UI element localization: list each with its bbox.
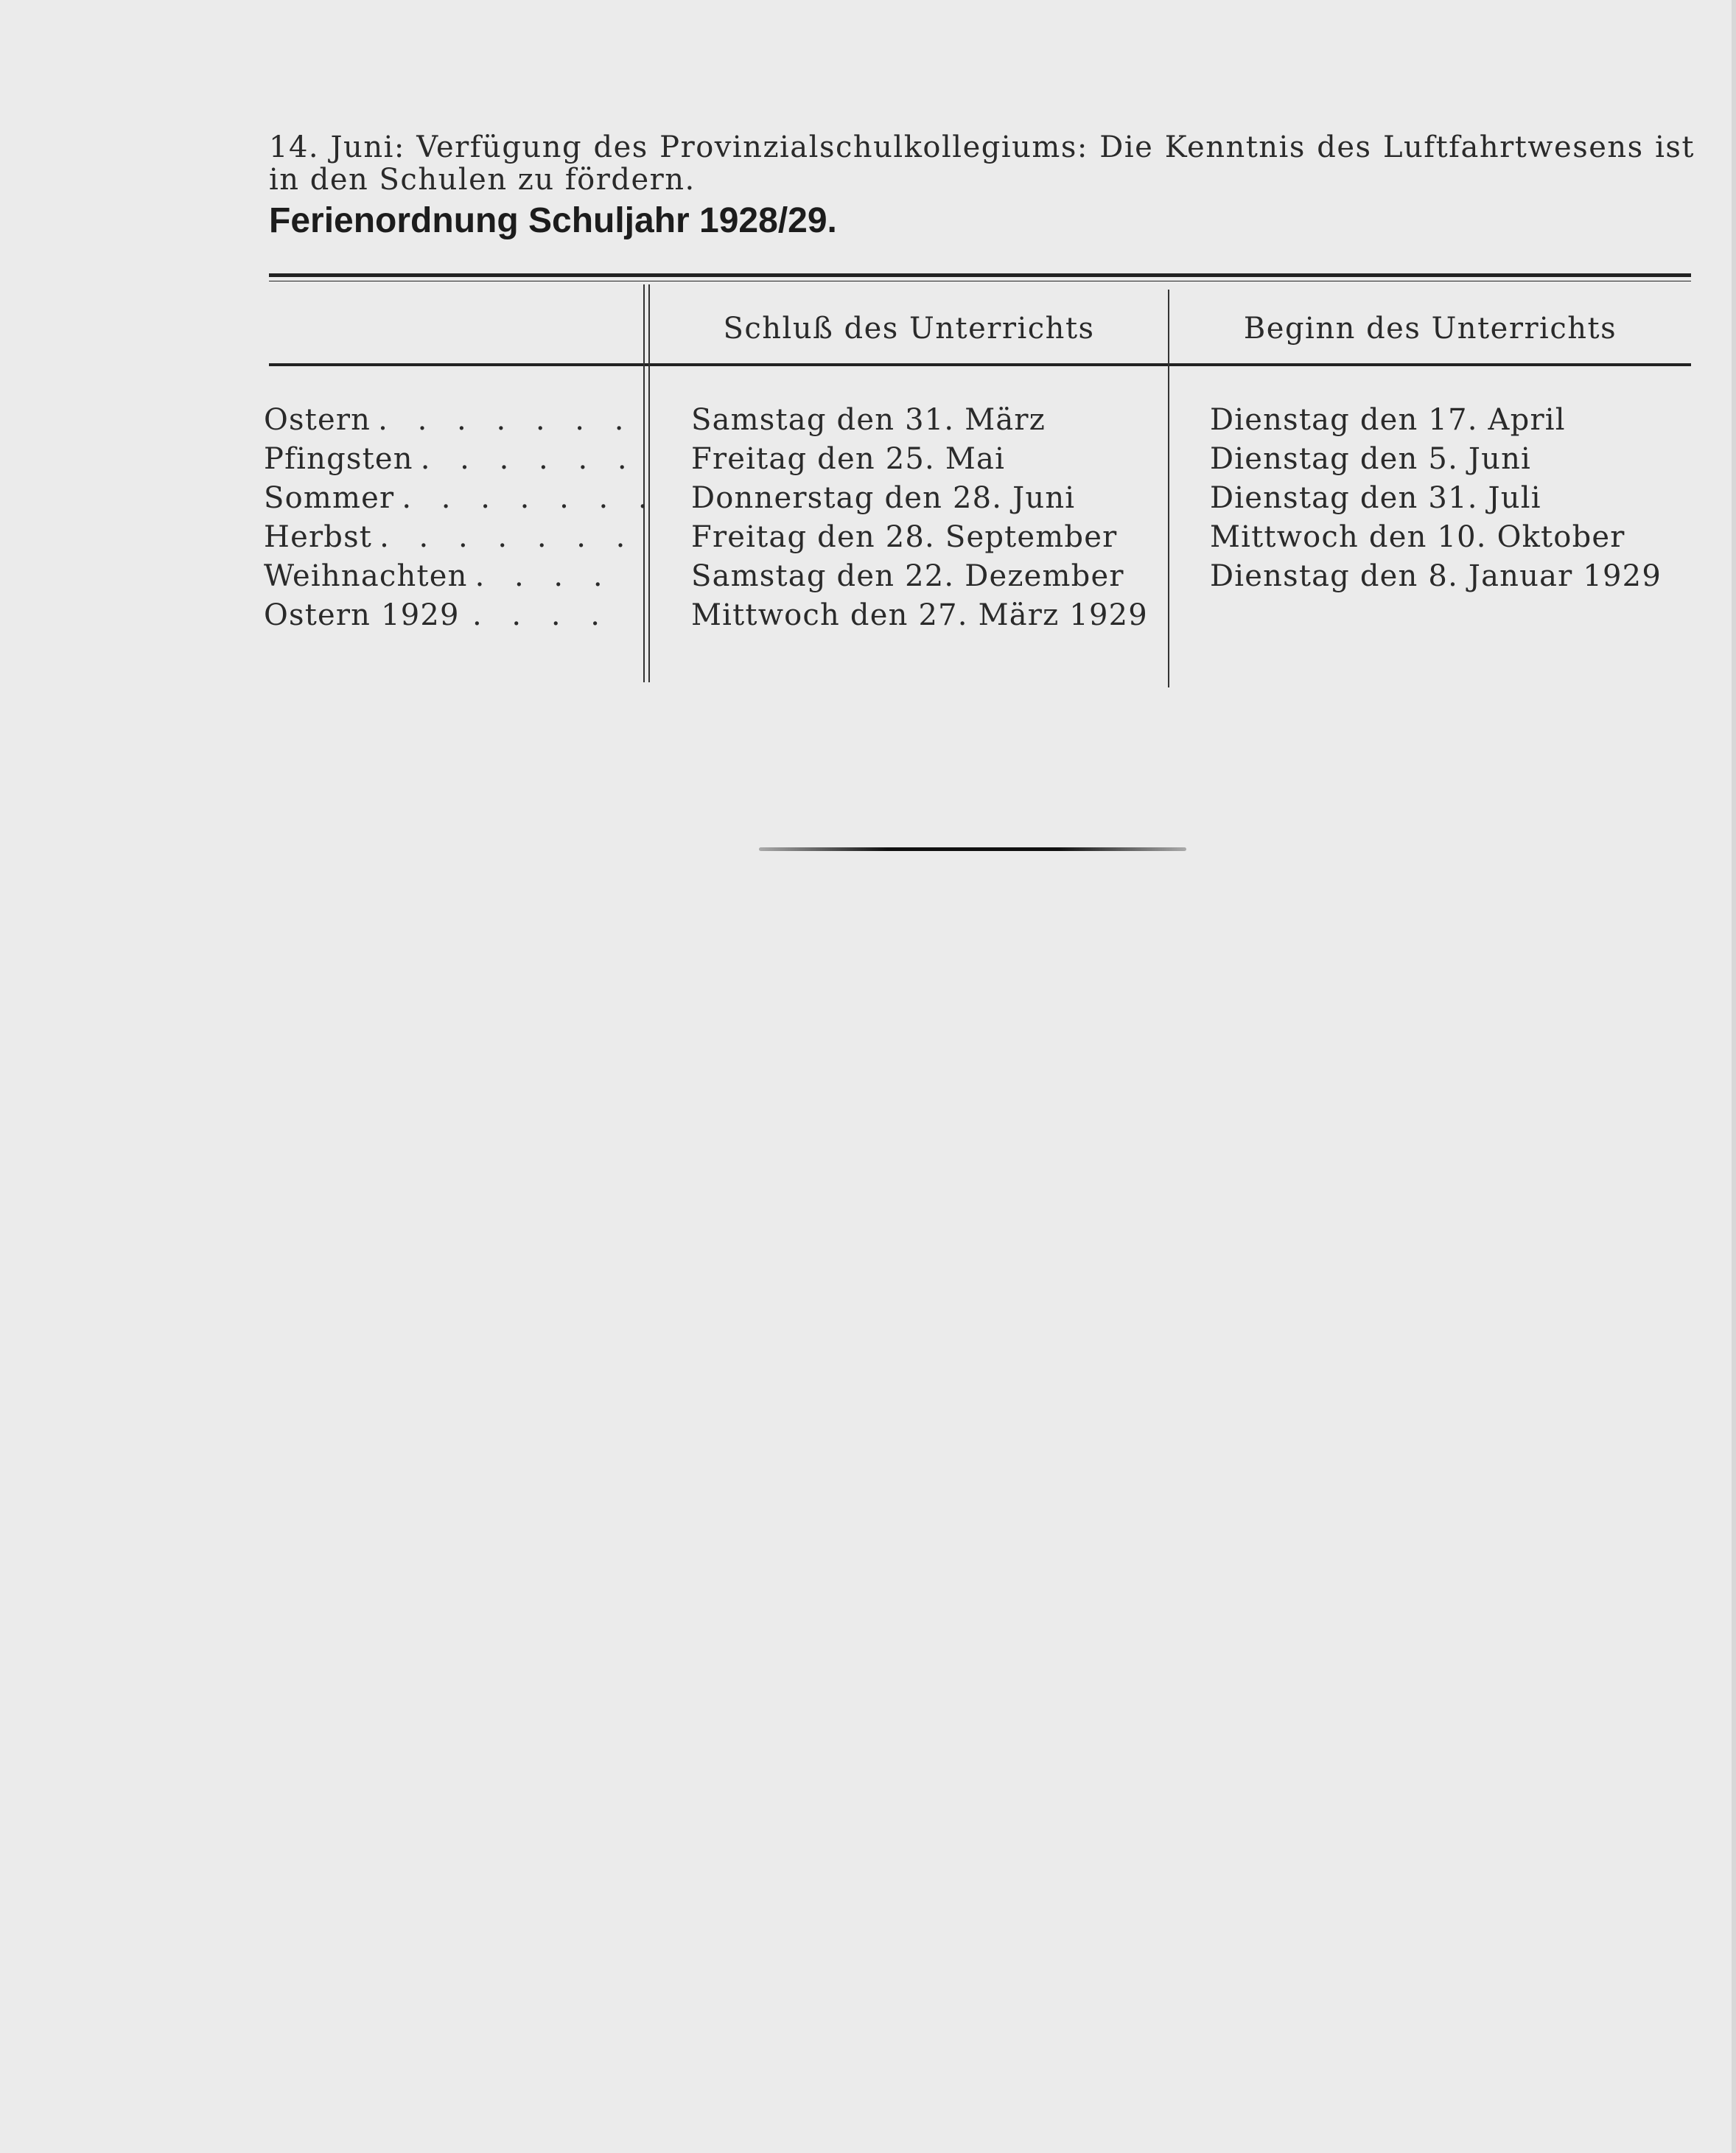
table-row: [264, 518, 636, 557]
season-name: Sommer: [264, 481, 395, 515]
leader-dots: . . . . . . .: [378, 403, 634, 437]
start-date: Dienstag den 31. Juli: [1210, 481, 1541, 515]
end-of-classes-column: [691, 401, 1148, 635]
leader-dots: . . . .: [475, 559, 613, 593]
start-date: Dienstag den 17. April: [1210, 403, 1566, 437]
intro-paragraph: 14. Juni: Verfügung des Provinzialschulkollegiums: Die Kenntnis des Luftfahrtwesens ist in den Schulen zu fördern.: [269, 130, 1695, 197]
page-edge-shadow: [1732, 0, 1736, 2153]
season-name: Ostern: [264, 403, 371, 437]
leader-dots: . . . .: [472, 598, 610, 632]
start-date: Mittwoch den 10. Oktober: [1210, 520, 1625, 554]
season-column: [264, 401, 658, 635]
end-date: Freitag den 25. Mai: [691, 442, 1006, 476]
end-date: Samstag den 22. Dezember: [691, 559, 1124, 593]
end-date: Donnerstag den 28. Juni: [691, 481, 1076, 515]
start-date: Dienstag den 8. Januar 1929: [1210, 559, 1662, 593]
leader-dots: . . . . . . .: [402, 481, 658, 515]
start-of-classes-column: [1210, 401, 1662, 596]
table-row: [264, 557, 613, 596]
closing-ornament-rule: [759, 847, 1186, 851]
end-date: Freitag den 28. September: [691, 520, 1118, 554]
table-row: [264, 440, 637, 479]
season-name: Herbst: [264, 520, 373, 554]
start-date: Dienstag den 5. Juni: [1210, 442, 1532, 476]
table-header-rule: [269, 363, 1691, 366]
end-date: Mittwoch den 27. März 1929: [691, 598, 1148, 632]
season-name: Ostern 1929: [264, 598, 460, 632]
table-row: [264, 479, 658, 518]
table-row: [264, 596, 610, 635]
column-divider: [1168, 290, 1169, 687]
end-date: Samstag den 31. März: [691, 403, 1046, 437]
season-name: Weihnachten: [264, 559, 468, 593]
leader-dots: . . . . . .: [420, 442, 637, 476]
section-title: Ferienordnung Schuljahr 1928/29.: [269, 201, 837, 240]
header-start-of-classes: Beginn des Unterrichts: [1243, 312, 1617, 346]
header-end-of-classes: Schluß des Unterrichts: [723, 312, 1095, 346]
table-top-rule: [269, 273, 1691, 277]
table-row: [264, 401, 634, 440]
season-name: Pfingsten: [264, 442, 413, 476]
leader-dots: . . . . . . .: [379, 520, 636, 554]
